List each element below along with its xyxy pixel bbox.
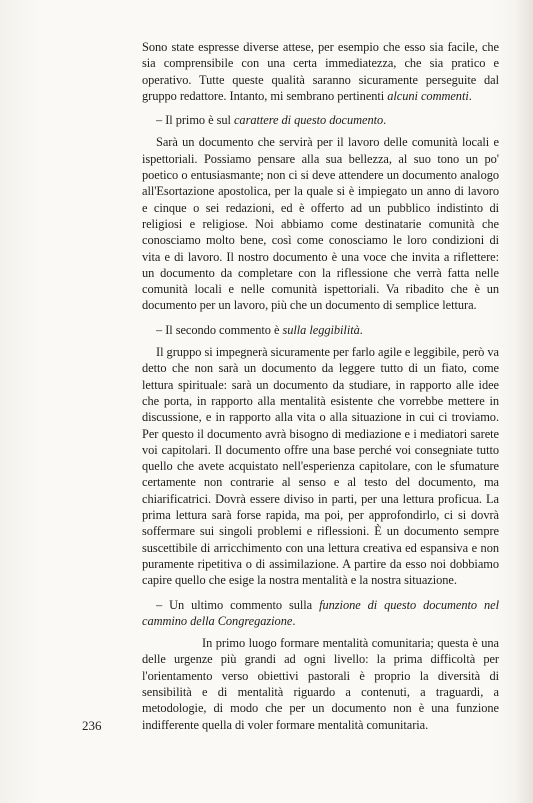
paragraph-2 [142,134,499,313]
page-edge-shadow [515,0,533,803]
text-run: – Il primo è sul [156,113,234,128]
page-number: 236 [82,718,102,733]
text-run: . [292,613,296,628]
paragraph-3 [142,344,499,588]
document-body [142,39,499,733]
text-run: . [359,322,363,337]
section-heading-3 [142,597,499,630]
paragraph-1 [142,39,499,104]
text-run-italic: sulla leggibilità [282,322,360,337]
text-run: . [468,88,472,103]
section-heading-2 [142,322,499,338]
text-run: – Il secondo commento è [156,322,283,337]
text-run: – Un ultimo commento sulla [156,597,320,612]
paragraph-4 [142,635,499,733]
text-run-italic: funzione di questo documento nel cammino della Congregazione [142,597,499,628]
section-heading-1 [142,112,499,128]
text-run-italic: carattere di questo documento [233,113,384,128]
text-run: . [383,113,387,128]
text-run: Sono state espresse diverse attese, per esempio che esso sia facile, che sia comprensibile con una certa immediatezza, che sia pratico e operativo. Tutte queste qualità saranno sicuramente perseguite dal gruppo redattore. Intanto, mi sembrano pertinenti [142,40,499,103]
text-run: In primo luogo formare mentalità comunitaria; questa è una delle urgenze più grandi ad ogni livello: la prima difficoltà per l'orientamento verso obiettivi pastorali è proprio la diversità di sensibilità e di mentalità riguardo a contenuti, a traguardi, a metodologie, di modo che per un documento non è una funzione indifferente quella di voler formare mentalità comunitaria. [142,636,499,732]
text-run-italic: alcuni commenti [387,88,469,103]
text-run: Sarà un documento che servirà per il lavoro delle comunità locali e ispettoriali. Possiamo pensare alla sua bellezza, al suo tono un po' poetico o entusiasmante; non ci si deve attendere un documento analogo all'Esortazione apostolica, per la quale si è impiegato un anno di lavoro e cinque o sei redazioni, ed è offerto ad un pubblico indistinto di religiosi e religiose. Noi abbiamo come destinatarie comunità che conosciamo molto bene, così come conosciamo le loro condizioni di vita e di lavoro. Il nostro documento è una voce che invita a riflettere: un documento da completare con la riflessione che verrà fatta nelle comunità locali e nelle comunità ispettoriali. Va ribadito che è un documento per un lavoro, più che un documento di semplice lettura. [142,135,499,313]
text-run: Il gruppo si impegnerà sicuramente per farlo agile e leggibile, però va detto che non sarà un documento da leggere tutto di un fiato, come lettura spirituale: sarà un documento da studiare, in rapporto alle idee che porta, in rapporto alla mentalità esistente che vorrebbe mettere in discussione, e in rapporto alla vita o alla situazione in cui ci troviamo. Per questo il documento avrà bisogno di mediazione e i mediatori sarete voi capitolari. Il documento offre una base perché voi consegniate tutto quello che avete acquistato nell'esperienza capitolare, con le sfumature certamente non contrarie al senso e al testo del documento, ma chiarificatrici. Dovrà essere diviso in parti, per una lettura proficua. La prima lettura sarà forse rapida, ma poi, per approfondirlo, ci si dovrà soffermare sui singoli problemi e riflessioni. È un documento sempre suscettibile di arricchimento con una lettura creativa ed espansiva e non puramente ripetitiva o di assimilazione. A partire da esso noi dobbiamo capire quello che esige la nostra mentalità e la nostra situazione. [142,345,499,588]
